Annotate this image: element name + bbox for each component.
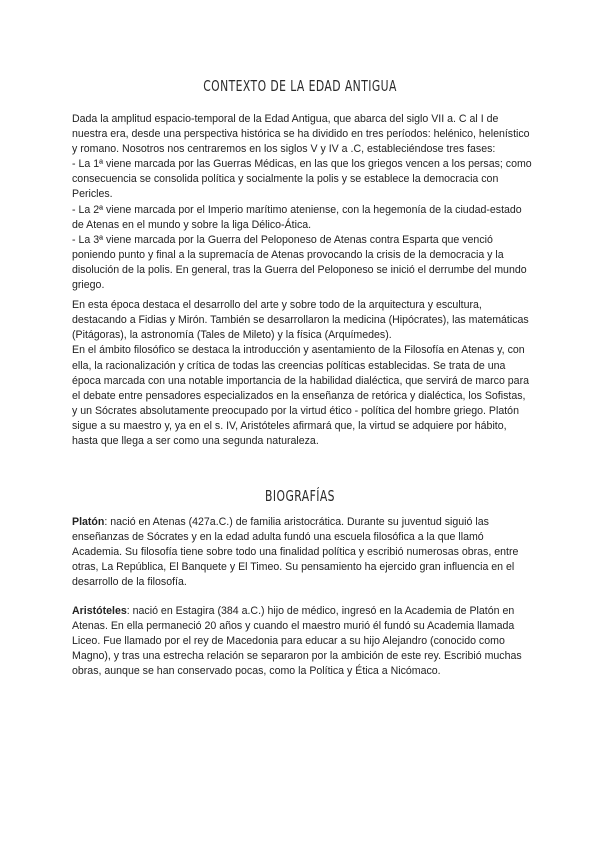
biography-aristoteles-paragraph [72,604,532,679]
biography-platon [72,515,532,590]
biography-platon-name: Platón [72,516,105,528]
section-title-context: CONTEXTO DE LA EDAD ANTIGUA [203,77,397,95]
philosophy-paragraph: En el ámbito filosófico se destaca la introducción y asentamiento de la Filosofía en Atenas y, con ella, la racionalización y crítica de todas las creencias políticas establecidas. Se trata de una época marcada con una notable importancia de la habilidad dialéctica, que servirá de marco para el debate entre pensadores especializados en la enseñanza de retórica y dialéctica, los Sofistas, y un Sócrates absolutamente preocupado por la virtud ético - política del hombre griego. Platón sigue a su maestro y, ya en el s. IV, Aristóteles afirmará que, la virtud se adquiere por hábito, hasta que llega a ser como una segunda naturaleza. [72,344,529,447]
section-title-biographies: BIOGRAFÍAS [265,487,335,505]
biography-platon-paragraph [72,515,532,590]
phase-item-1: - La 1ª viene marcada por las Guerras Médicas, en las que los griegos vencen a los persas; como consecuencia se consolida política y socialmente la polis y se establece la democracia con Pericles. [72,158,532,201]
biography-aristoteles-name: Aristóteles [72,605,127,617]
phase-item-2: - La 2ª viene marcada por el Imperio marítimo ateniense, con la hegemonía de la ciudad-estado de Atenas en el mundo y sobre la liga Délico-Ática. [72,203,522,231]
biography-aristoteles-text: : nació en Estagira (384 a.C.) hijo de médico, ingresó en la Academia de Platón en Atenas. En ella permaneció 20 años y cuando el maestro murió él fundó su Academia llamada Liceo. Fue llamado por el rey de Macedonia para educar a su hijo Alejandro (conocido como Magno), y tras una estrecha relación se separaron por la ambición de este rey. Escribió muchas obras, aunque se han conservado pocas, como la Política y Ética a Nicómaco. [72,605,522,678]
context-section [72,112,532,449]
biography-aristoteles [72,604,532,679]
art-paragraph: En esta época destaca el desarrollo del arte y sobre todo de la arquitectura y escultura, destacando a Fidias y Mirón. También se desarrollaron la medicina (Hipócrates), las matemáticas (Pitágoras), la astronomía (Tales de Mileto) y la física (Arquímedes). [72,299,529,342]
phase-item-3: - La 3ª viene marcada por la Guerra del Peloponeso de Atenas contra Esparta que venció poniendo punto y final a la supremacía de Atenas provocando la crisis de la democracia y la disolución de la polis. En general, tras la Guerra del Peloponeso se inició el derrumbe del mundo griego. [72,233,527,292]
biography-platon-text: : nació en Atenas (427a.C.) de familia aristocrática. Durante su juventud siguió las enseñanzas de Sócrates y en la edad adulta fundó una escuela filosófica a la que llamó Academia. Su filosofía tiene sobre todo una finalidad política y escribió numerosas obras, entre otras, La República, El Banquete y El Timeo. Su pensamiento ha ejercido gran influencia en el desarrollo de la filosofía. [72,516,519,589]
intro-paragraph: Dada la amplitud espacio-temporal de la Edad Antigua, que abarca del siglo VII a. C al I de nuestra era, desde una perspectiva histórica se ha dividido en tres períodos: helénico, helenístico y romano. Nosotros nos centraremos en los siglos V y IV a .C, estableciéndose tres fases: [72,113,530,156]
